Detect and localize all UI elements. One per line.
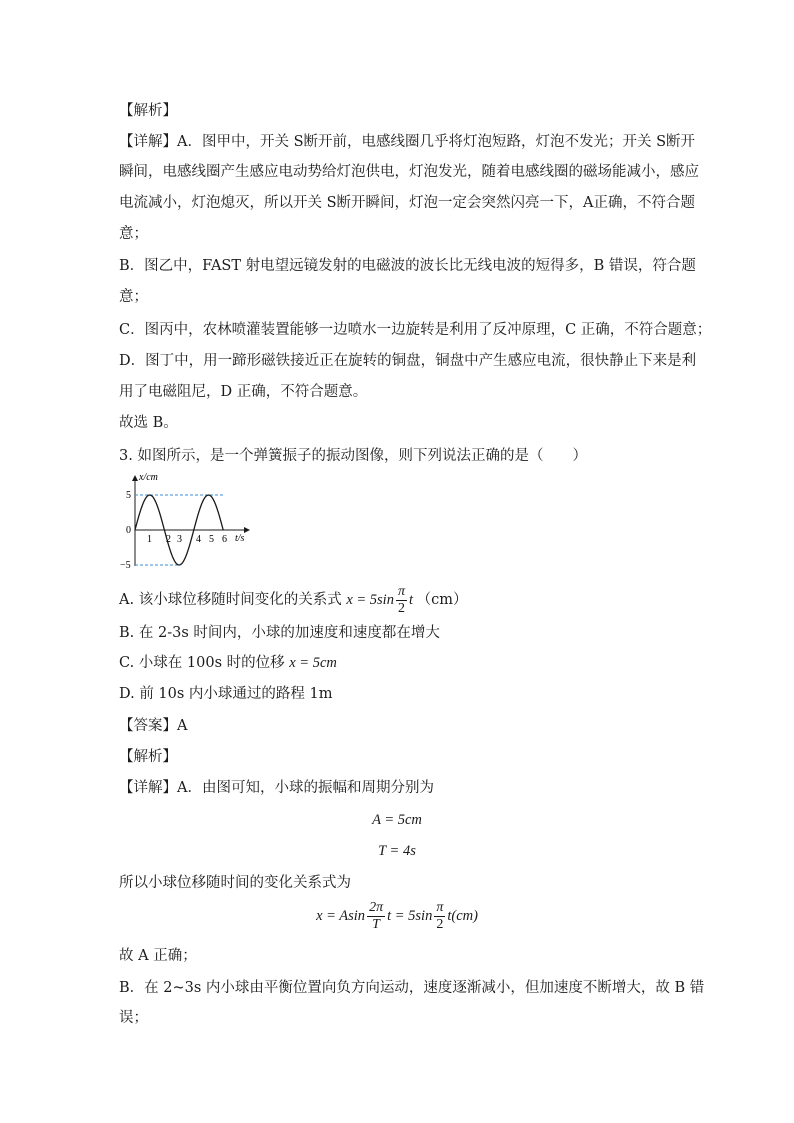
choose-answer: 故选 B。 bbox=[119, 415, 178, 431]
detail-d-line-1: D．图丁中，用一蹄形磁铁接近正在旋转的铜盘，铜盘中产生感应电流，很快静止下来是利 bbox=[119, 353, 697, 369]
x-tick-3: 3 bbox=[177, 534, 182, 545]
x-tick-1: 1 bbox=[147, 534, 152, 545]
period-eq: T = 4s bbox=[378, 843, 416, 859]
detail-c-line: C．图丙中，农林喷灌装置能够一边喷水一边旋转是利用了反冲原理，C 正确，不符合题意； bbox=[119, 322, 712, 338]
detail-d-line-2: 用了电磁阻尼，D 正确，不符合题意。 bbox=[119, 384, 368, 400]
eq-fraction-2: $\frac{\pi}{2}$ bbox=[436, 900, 444, 932]
detail-2-line: 【详解】A．由图可知，小球的振幅和周期分别为 bbox=[119, 780, 434, 796]
x-tick-4: 4 bbox=[196, 534, 201, 545]
option-a-unit: （cm） bbox=[416, 591, 468, 608]
amplitude-eq: A = 5cm bbox=[372, 812, 422, 828]
y-tick-0: 0 bbox=[126, 525, 131, 536]
y-axis-label: x/cm bbox=[139, 472, 158, 483]
eq-fraction-1: $\frac{2\pi}{T}$ bbox=[369, 900, 384, 932]
x-tick-2: 2 bbox=[166, 534, 171, 545]
answer-line: 【答案】A bbox=[119, 718, 188, 734]
option-a-fraction: $\frac{\pi}{2}$ bbox=[397, 584, 405, 616]
y-tick-neg5: −5 bbox=[120, 560, 131, 571]
detail-a-line-2: 瞬间，电感线圈产生感应电动势给灯泡供电，灯泡发光，随着电感线圈的磁场能减小，感应 bbox=[119, 164, 699, 180]
option-c-text: C. 小球在 100s 时的位移 bbox=[119, 655, 285, 671]
y-tick-5: 5 bbox=[126, 490, 131, 501]
vibration-graph bbox=[117, 470, 257, 574]
x-tick-5: 5 bbox=[209, 534, 214, 545]
option-d: D. 前 10s 内小球通过的路程 1m bbox=[119, 686, 333, 702]
x-axis-label: t/s bbox=[235, 533, 245, 544]
relation-equation: x = Asin $\frac{2\pi}{T}$ t = 5sin $\frac{\pi}{2}$ t(cm) bbox=[316, 900, 478, 932]
detail-a-line-3: 电流减小，灯泡熄灭，所以开关 S断开瞬间，灯泡一定会突然闪亮一下，A正确，不符合题 bbox=[119, 195, 696, 211]
detail-b-line-2: 意； bbox=[119, 289, 148, 305]
question-3-stem: 3. 如图所示，是一个弹簧振子的振动图像，则下列说法正确的是（ ） bbox=[119, 448, 587, 464]
relation-intro: 所以小球位移随时间的变化关系式为 bbox=[119, 875, 351, 891]
detail-b2-line-1: B．在 2~3s 内小球由平衡位置向负方向运动，速度逐渐减小，但加速度不断增大，故 B 错 bbox=[119, 980, 705, 996]
analysis-heading-1: 【解析】 bbox=[119, 103, 177, 119]
detail-a-line-1: 【详解】A．图甲中，开关 S断开前，电感线圈几乎将灯泡短路，灯泡不发光；开关 S断开 bbox=[119, 134, 696, 150]
option-a-formula: x = 5sin $\frac{\pi}{2}$ t bbox=[346, 584, 414, 616]
detail-a-line-4: 意； bbox=[119, 226, 148, 242]
a-correct: 故 A 正确； bbox=[119, 948, 197, 964]
analysis-heading-2: 【解析】 bbox=[119, 749, 177, 765]
detail-b-line-1: B．图乙中，FAST 射电望远镜发射的电磁波的波长比无线电波的短得多，B 错误，符合题 bbox=[119, 258, 696, 274]
option-a-text: A. 该小球位移随时间变化的关系式 bbox=[119, 591, 342, 608]
option-a bbox=[119, 584, 468, 617]
detail-b2-line-2: 误； bbox=[119, 1010, 148, 1026]
option-b: B. 在 2-3s 时间内，小球的加速度和速度都在增大 bbox=[119, 625, 440, 641]
x-tick-6: 6 bbox=[222, 534, 227, 545]
option-c-formula: x = 5cm bbox=[289, 655, 337, 671]
option-c bbox=[119, 653, 337, 673]
